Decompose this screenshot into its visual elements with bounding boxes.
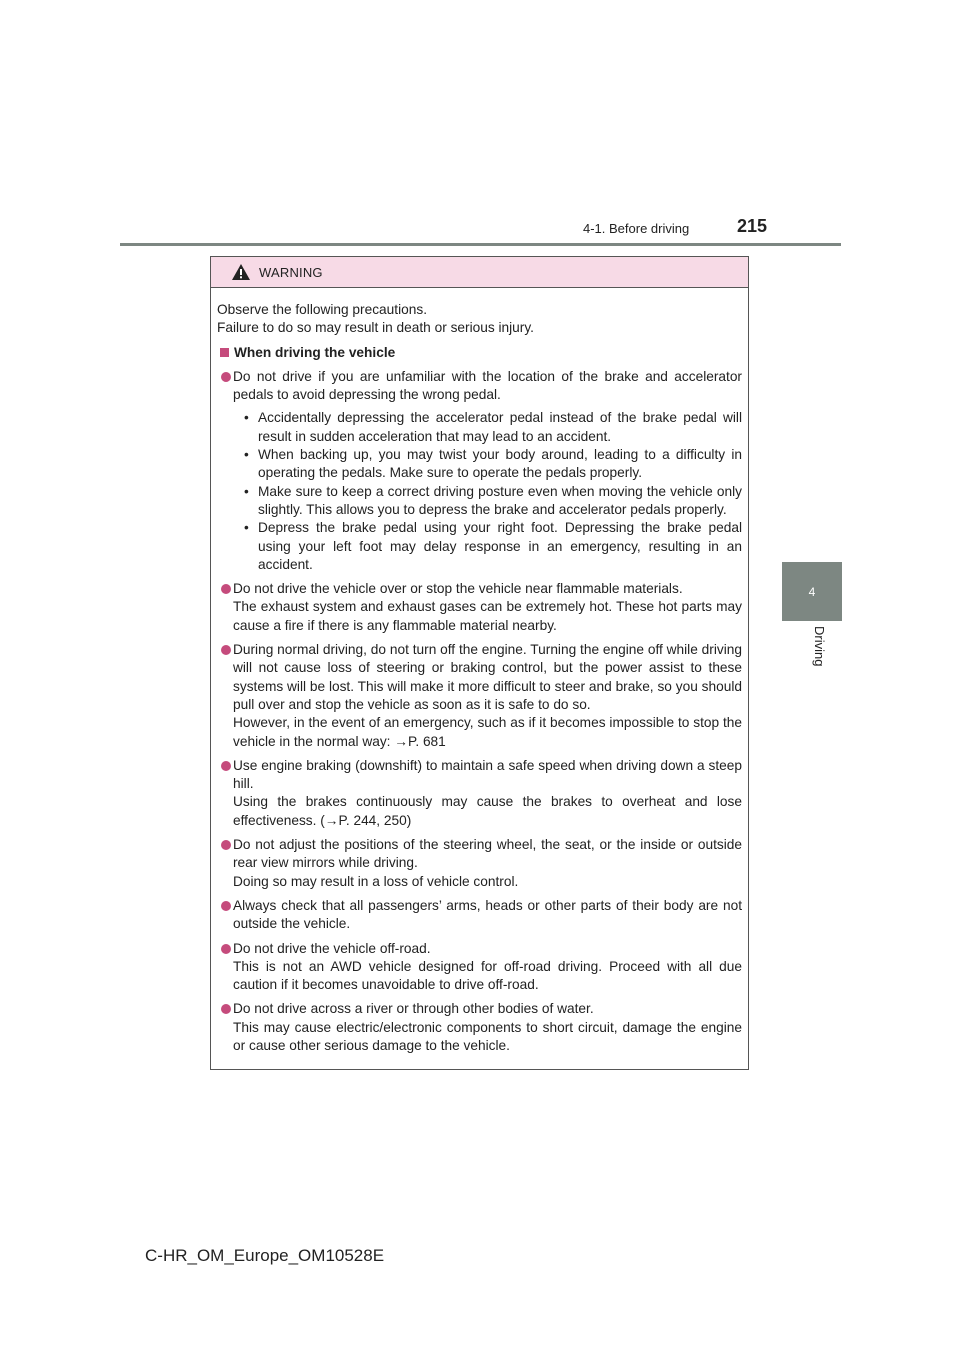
item-text: Do not drive if you are unfamiliar with the location of the brake and accelerator pedals to avoid depressing the wrong pedal. [233, 368, 742, 403]
round-bullet-icon [221, 1004, 231, 1014]
chapter-label: Driving [812, 626, 827, 667]
warning-item [217, 368, 742, 574]
item-text: Always check that all passengers’ arms, heads or other parts of their body are not outside the vehicle. [233, 897, 742, 932]
item-text: Do not drive the vehicle over or stop the vehicle near flammable materials. [233, 581, 683, 597]
warning-box [210, 256, 749, 1070]
warning-title: WARNING [259, 264, 323, 280]
intro-line: Failure to do so may result in death or serious injury. [217, 320, 534, 336]
warning-item [217, 757, 742, 830]
warning-intro [217, 301, 742, 338]
sub-item: • Depress the brake pedal using your right foot. Depressing the brake pedal using your left foot may delay response in an emergency, resulting in an accident. [242, 519, 742, 574]
warning-item [217, 1000, 742, 1055]
header-rule [120, 243, 841, 246]
item-text: Do not adjust the positions of the steering wheel, the seat, or the inside or outside rear view mirrors while driving. [233, 837, 742, 871]
round-bullet-icon [221, 944, 231, 954]
item-text: This is not an AWD vehicle designed for off-road driving. Proceed with all due caution if it becomes unavoidable to drive off-road. [233, 958, 742, 993]
warning-triangle-icon [231, 263, 251, 281]
item-text: Do not drive the vehicle off-road. [233, 940, 431, 956]
round-bullet-icon [221, 840, 231, 850]
chapter-tab [782, 562, 842, 621]
sub-item: • Accidentally depressing the accelerator pedal instead of the brake pedal will result in sudden acceleration that may lead to an accident. [242, 409, 742, 446]
subsection-title [217, 344, 742, 362]
sub-list [233, 409, 742, 574]
sub-item: • Make sure to keep a correct driving posture even when moving the vehicle only slightly. This allows you to depress the brake and accelerator pedals properly. [242, 483, 742, 520]
round-bullet-icon [221, 645, 231, 655]
section-title: 4-1. Before driving [583, 221, 690, 236]
warning-header [211, 257, 748, 288]
item-text: Doing so may result in a loss of vehicle control. [233, 873, 519, 889]
chapter-number: 4 [808, 584, 816, 599]
round-bullet-icon [221, 901, 231, 911]
warning-item [217, 940, 742, 995]
intro-line: Observe the following precautions. [217, 302, 427, 317]
subsection-label: When driving the vehicle [234, 344, 396, 360]
round-bullet-icon [221, 372, 231, 382]
round-bullet-icon [221, 584, 231, 594]
item-text: Do not drive across a river or through other bodies of water. [233, 1001, 594, 1017]
item-text: Using the brakes continuously may cause the brakes to overheat and lose effectiveness. (→P. 244, 250) [233, 794, 742, 828]
warning-item [217, 897, 742, 934]
warning-item [217, 580, 742, 635]
item-text: The exhaust system and exhaust gases can be extremely hot. These hot parts may cause a fire if there is any flammable material nearby. [233, 599, 742, 633]
warning-item [217, 836, 742, 891]
sub-item: • When backing up, you may twist your body around, leading to a difficulty in operating the pedals. Make sure to operate the pedals properly. [242, 446, 742, 483]
warning-item [217, 641, 742, 751]
warning-body [211, 288, 748, 1055]
item-text: During normal driving, do not turn off the engine. Turning the engine off while driving will not cause loss of steering or braking control, but the power assist to these systems will be lost. This will make it more difficult to steer and brake, so you should pull over and stop the vehicle as soon as it is safe to do so. [233, 642, 742, 712]
square-bullet-icon [220, 348, 229, 357]
item-text: Use engine braking (downshift) to maintain a safe speed when driving down a steep hill. [233, 757, 742, 792]
document-id: C-HR_OM_Europe_OM10528E [145, 1246, 385, 1265]
item-text: However, in the event of an emergency, such as if it becomes impossible to stop the vehicle in the normal way: →P. 681 [233, 715, 742, 749]
round-bullet-icon [221, 761, 231, 771]
page-number: 215 [737, 216, 768, 236]
item-text: This may cause electric/electronic components to short circuit, damage the engine or cause other serious damage to the vehicle. [233, 1019, 742, 1053]
